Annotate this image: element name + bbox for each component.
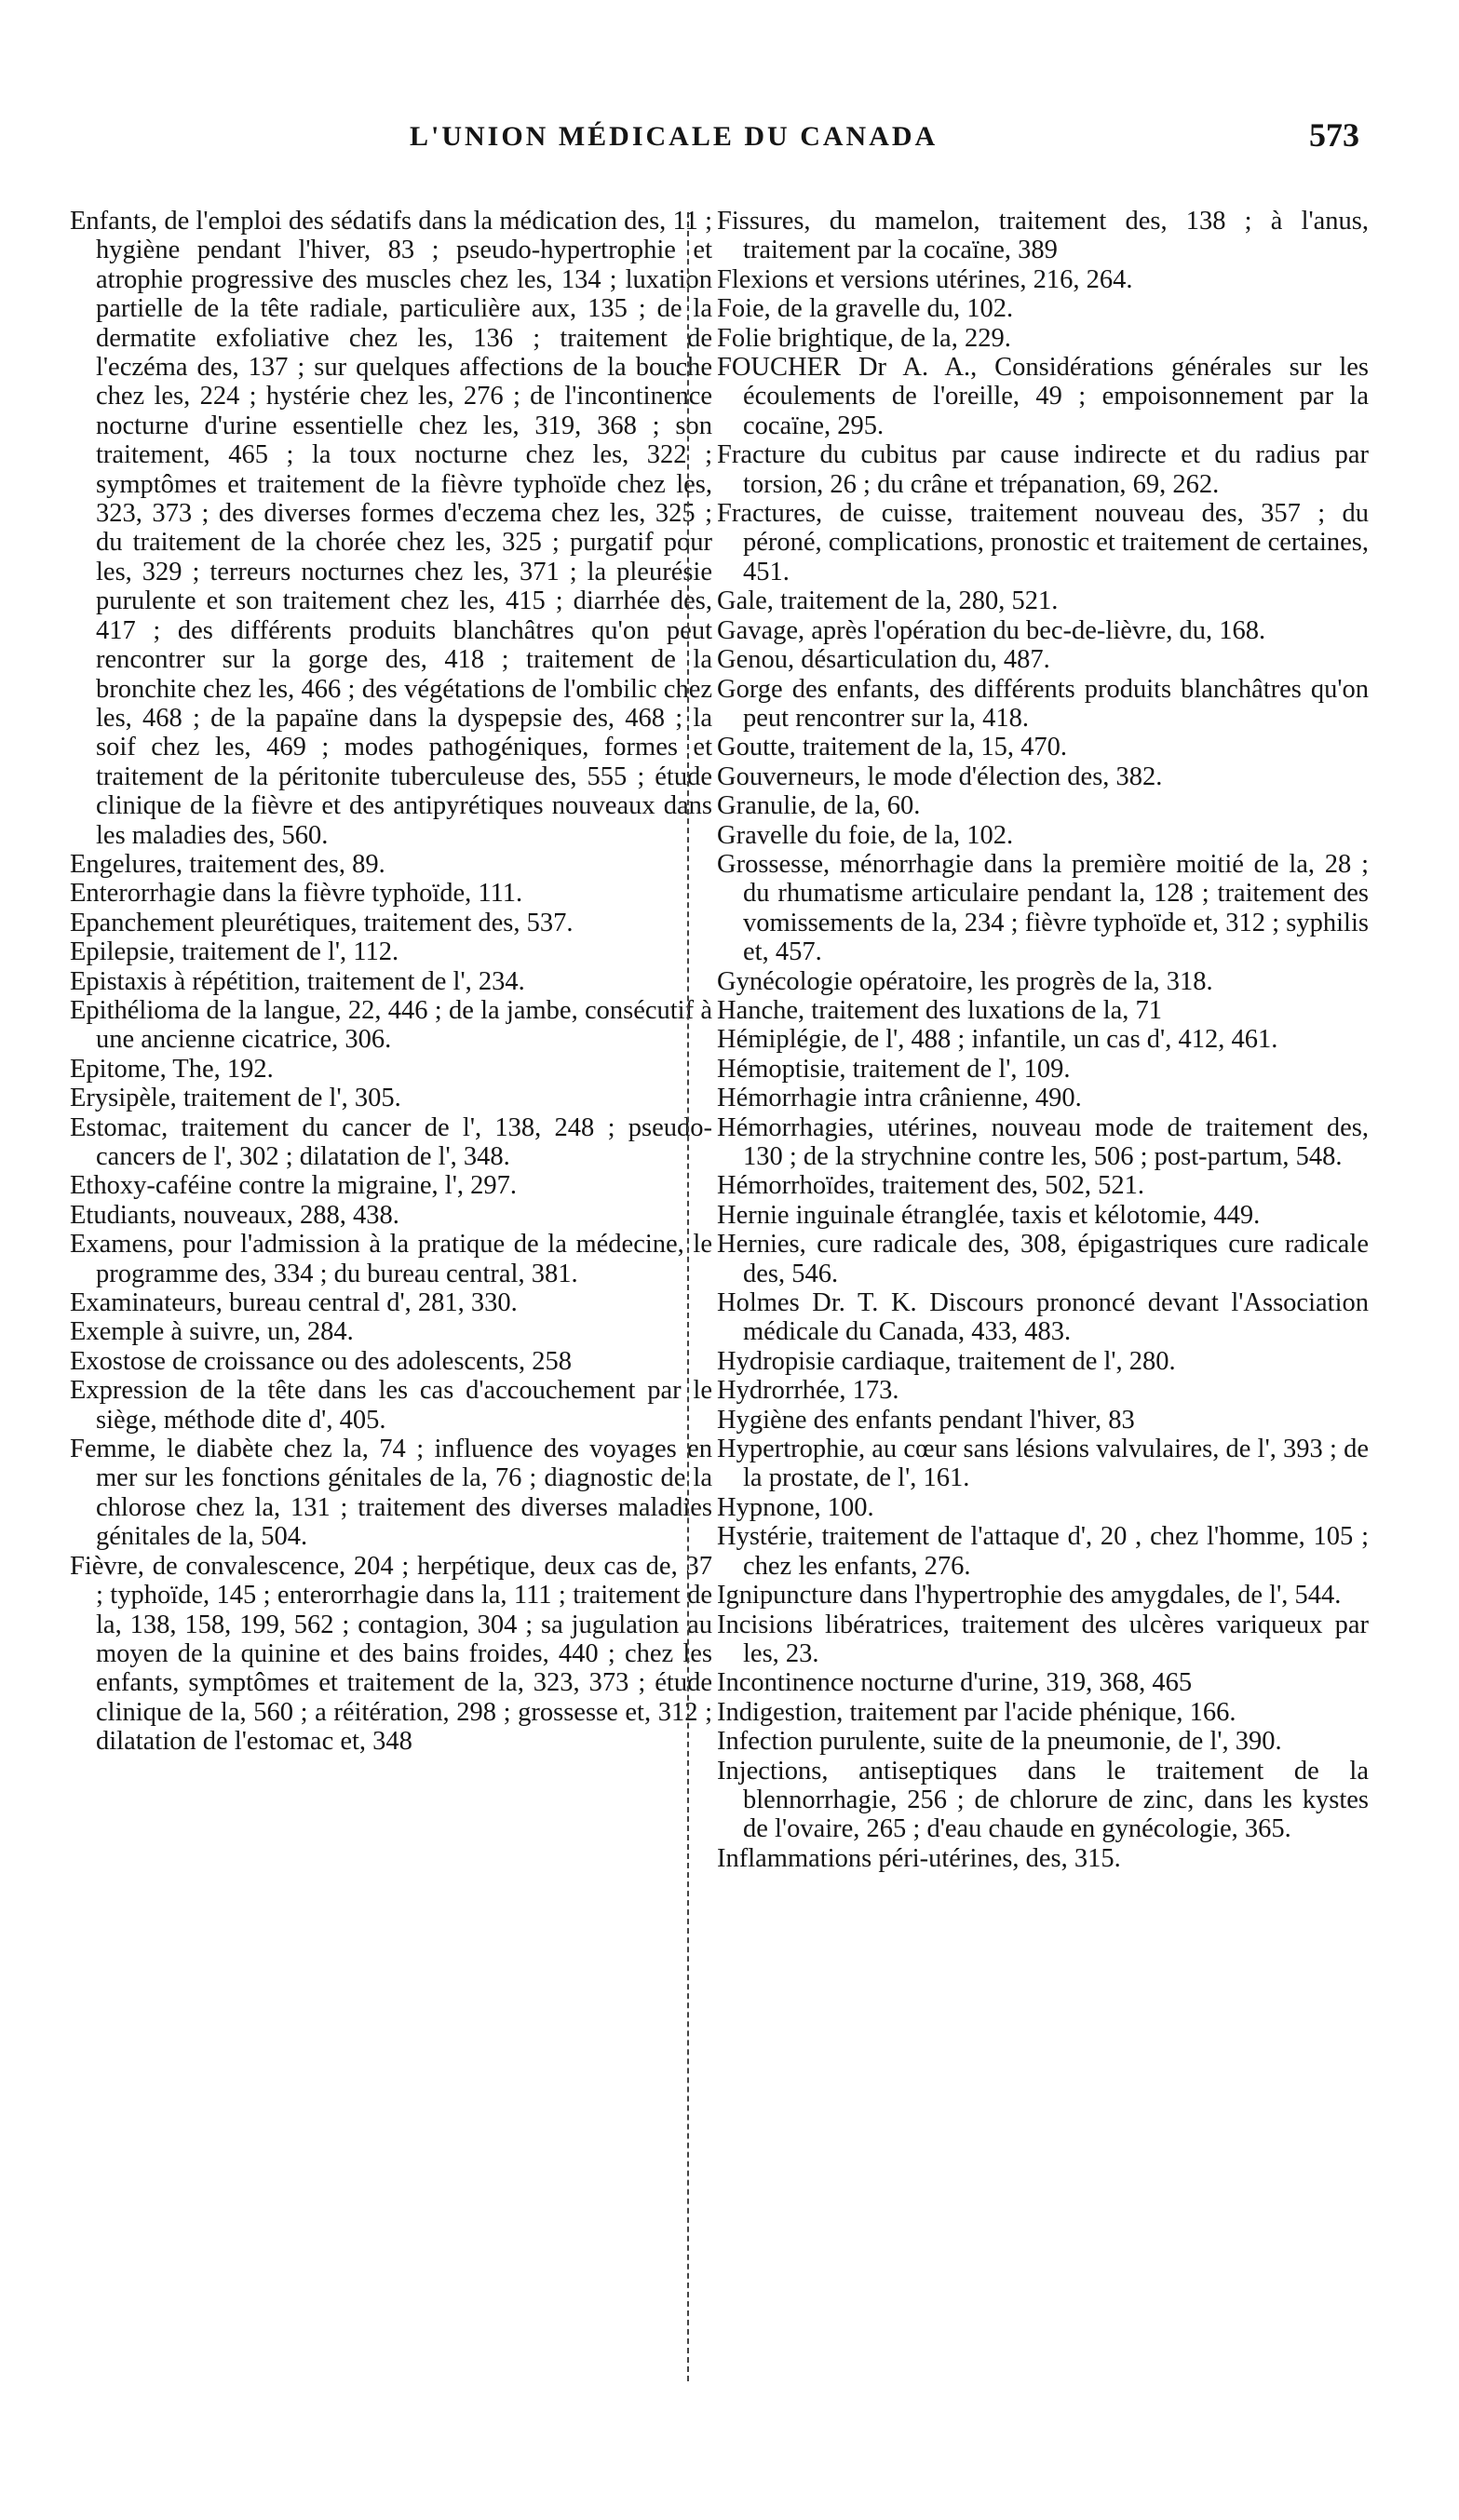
index-entry: Epilepsie, traitement de l', 112.: [70, 937, 399, 967]
index-entry: FOUCHER Dr A. A., Considérations générales sur les écoulements de l'oreille, 49 ; empoisonnement par la cocaïne, 295.: [717, 353, 1369, 440]
index-entry: Hypertrophie, au cœur sans lésions valvulaires, de l', 393 ; de la prostate, de l', 161.: [717, 1435, 1369, 1493]
index-entry: Injections, antiseptiques dans le traitement de la blennorrhagie, 256 ; de chlorure de zinc, dans les kystes de l'ovaire, 265 ; d'eau chaude en gynécologie, 365.: [717, 1756, 1369, 1844]
index-entry: Gravelle du foie, de la, 102.: [717, 820, 1014, 850]
index-entry: Hémorrhagie intra crânienne, 490.: [717, 1084, 1082, 1113]
index-entry: Inflammations péri-utérines, des, 315.: [717, 1843, 1121, 1873]
index-entry: Hypnone, 100.: [717, 1492, 874, 1522]
index-column-right: [717, 207, 1369, 1873]
page-header: [65, 116, 1369, 177]
index-entry: Ignipuncture dans l'hypertrophie des amygdales, de l', 544.: [717, 1581, 1342, 1610]
index-entry: Hémorrhoïdes, traitement des, 502, 521.: [717, 1171, 1145, 1201]
index-entry: Gynécologie opératoire, les progrès de la, 318.: [717, 966, 1213, 996]
index-entry: Epitome, The, 192.: [70, 1054, 274, 1084]
index-entry: Fièvre, de convalescence, 204 ; herpétique, deux cas de, 37 ; typhoïde, 145 ; enterorrhagie dans la, 111 ; traitement de la, 138, 158, 199, 562 ; contagion, 304 ; sa jugulation au moyen de la quinine et des bains froides, 440 ; chez les enfants, symptômes et traitement de la, 323, 373 ; étude clinique de la, 560 ; a réitération, 298 ; grossesse et, 312 ; dilatation de l'estomac et, 348: [70, 1551, 712, 1757]
page-number: 573: [1309, 116, 1359, 154]
index-entry: Hémiplégie, de l', 488 ; infantile, un cas d', 412, 461.: [717, 1025, 1278, 1055]
index-entry: Hygiène des enfants pendant l'hiver, 83: [717, 1405, 1135, 1435]
index-entry: Incontinence nocturne d'urine, 319, 368, 465: [717, 1668, 1193, 1698]
index-entry: Femme, le diabète chez la, 74 ; influence des voyages en mer sur les fonctions génitales de la, 76 ; diagnostic de la chlorose chez la, 131 ; traitement des diverses maladies génitales de la, 504.: [70, 1435, 712, 1552]
index-entry: Epistaxis à répétition, traitement de l', 234.: [70, 966, 525, 996]
index-entry: Examens, pour l'admission à la pratique de la médecine, le programme des, 334 ; du bureau central, 381.: [70, 1230, 712, 1288]
index-entry: Hanche, traitement des luxations de la, 71: [717, 995, 1163, 1025]
index-entry: Gorge des enfants, des différents produits blanchâtres qu'on peut rencontrer sur la, 418.: [717, 674, 1369, 733]
index-entry: Gale, traitement de la, 280, 521.: [717, 586, 1059, 616]
index-entry: Hernie inguinale étranglée, taxis et kélotomie, 449.: [717, 1200, 1261, 1230]
index-entry: Etudiants, nouveaux, 288, 438.: [70, 1200, 399, 1230]
column-divider: [687, 212, 689, 2381]
index-entry: Hémorrhagies, utérines, nouveau mode de traitement des, 130 ; de la strychnine contre les, 506 ; post-partum, 548.: [717, 1112, 1369, 1171]
index-entry: Estomac, traitement du cancer de l', 138, 248 ; pseudo-cancers de l', 302 ; dilatation de l', 348.: [70, 1112, 712, 1171]
index-entry: Enterorrhagie dans la fièvre typhoïde, 111.: [70, 879, 523, 909]
index-entry: Epithélioma de la langue, 22, 446 ; de la jambe, consécutif à une ancienne cicatrice, 306.: [70, 995, 712, 1055]
index-entry: Expression de la tête dans les cas d'accouchement par le siège, méthode dite d', 405.: [70, 1376, 712, 1435]
index-entry: Hémoptisie, traitement de l', 109.: [717, 1054, 1071, 1084]
index-entry: Foie, de la gravelle du, 102.: [717, 294, 1014, 324]
index-column-left: [70, 207, 712, 1757]
index-entry: Engelures, traitement des, 89.: [70, 849, 385, 879]
index-entry: Examinateurs, bureau central d', 281, 330.: [70, 1288, 518, 1318]
index-entry: Incisions libératrices, traitement des ulcères variqueux par les, 23.: [717, 1610, 1369, 1668]
index-entry: Fracture du cubitus par cause indirecte et du radius par torsion, 26 ; du crâne et trépanation, 69, 262.: [717, 440, 1369, 499]
index-entry: Fractures, de cuisse, traitement nouveau des, 357 ; du péroné, complications, pronostic et traitement de certaines, 451.: [717, 499, 1369, 586]
index-entry: Indigestion, traitement par l'acide phénique, 166.: [717, 1697, 1236, 1727]
index-entry: Fissures, du mamelon, traitement des, 138 ; à l'anus, traitement par la cocaïne, 389: [717, 207, 1369, 265]
running-title: L'UNION MÉDICALE DU CANADA: [410, 121, 939, 152]
index-entry: Ethoxy-caféine contre la migraine, l', 297.: [70, 1171, 517, 1201]
index-entry: Hystérie, traitement de l'attaque d', 20 , chez l'homme, 105 ; chez les enfants, 276.: [717, 1522, 1369, 1581]
index-entry: Exemple à suivre, un, 284.: [70, 1317, 354, 1347]
index-entry: Hydrorrhée, 173.: [717, 1376, 899, 1406]
index-entry: Goutte, traitement de la, 15, 470.: [717, 733, 1067, 762]
index-entry: Gavage, après l'opération du bec-de-lièvre, du, 168.: [717, 615, 1266, 645]
index-entry: Exostose de croissance ou des adolescents, 258: [70, 1346, 572, 1376]
index-entry: Flexions et versions utérines, 216, 264.: [717, 264, 1133, 294]
index-entry: Hydropisie cardiaque, traitement de l', 280.: [717, 1346, 1176, 1376]
index-entry: Enfants, de l'emploi des sédatifs dans la médication des, 11 ; hygiène pendant l'hiver, 83 ; pseudo-hypertrophie et atrophie progressive des muscles chez les, 134 ; luxation partielle de la tête radiale, particulière aux, 135 ; de la dermatite exfoliative chez les, 136 ; traitement de l'eczéma des, 137 ; sur quelques affections de la bouche chez les, 224 ; hystérie chez les, 276 ; de l'incontinence nocturne d'urine essentielle chez les, 319, 368 ; son traitement, 465 ; la toux nocturne chez les, 322 ; symptômes et traitement de la fièvre typhoïde chez les, 323, 373 ; des diverses formes d'eczema chez les, 325 ; du traitement de la chorée chez les, 325 ; purgatif pour les, 329 ; terreurs nocturnes chez les, 371 ; la pleurésie purulente et son traitement chez les, 415 ; diarrhée des, 417 ; des différents produits blanchâtres qu'on peut rencontrer sur la gorge des, 418 ; traitement de la bronchite chez les, 466 ; des végétations de l'ombilic chez les, 468 ; de la papaïne dans la dyspepsie des, 468 ; la soif chez les, 469 ; modes pathogéniques, formes et traitement de la péritonite tuberculeuse des, 555 ; étude clinique de la fièvre et des antipyrétiques nouveaux dans les maladies des, 560.: [70, 207, 712, 850]
index-entry: Grossesse, ménorrhagie dans la première moitié de la, 28 ; du rhumatisme articulaire pendant la, 128 ; traitement des vomissements de la, 234 ; fièvre typhoïde et, 312 ; syphilis et, 457.: [717, 849, 1369, 967]
index-entry: Folie brightique, de la, 229.: [717, 323, 1011, 353]
index-entry: Erysipèle, traitement de l', 305.: [70, 1084, 401, 1113]
index-entry: Granulie, de la, 60.: [717, 791, 921, 821]
index-entry: Infection purulente, suite de la pneumonie, de l', 390.: [717, 1727, 1282, 1757]
index-entry: Genou, désarticulation du, 487.: [717, 645, 1050, 675]
index-entry: Gouverneurs, le mode d'élection des, 382.: [717, 761, 1163, 791]
index-entry: Holmes Dr. T. K. Discours prononcé devant l'Association médicale du Canada, 433, 483.: [717, 1288, 1369, 1347]
index-entry: Hernies, cure radicale des, 308, épigastriques cure radicale des, 546.: [717, 1230, 1369, 1288]
index-entry: Epanchement pleurétiques, traitement des, 537.: [70, 908, 574, 937]
